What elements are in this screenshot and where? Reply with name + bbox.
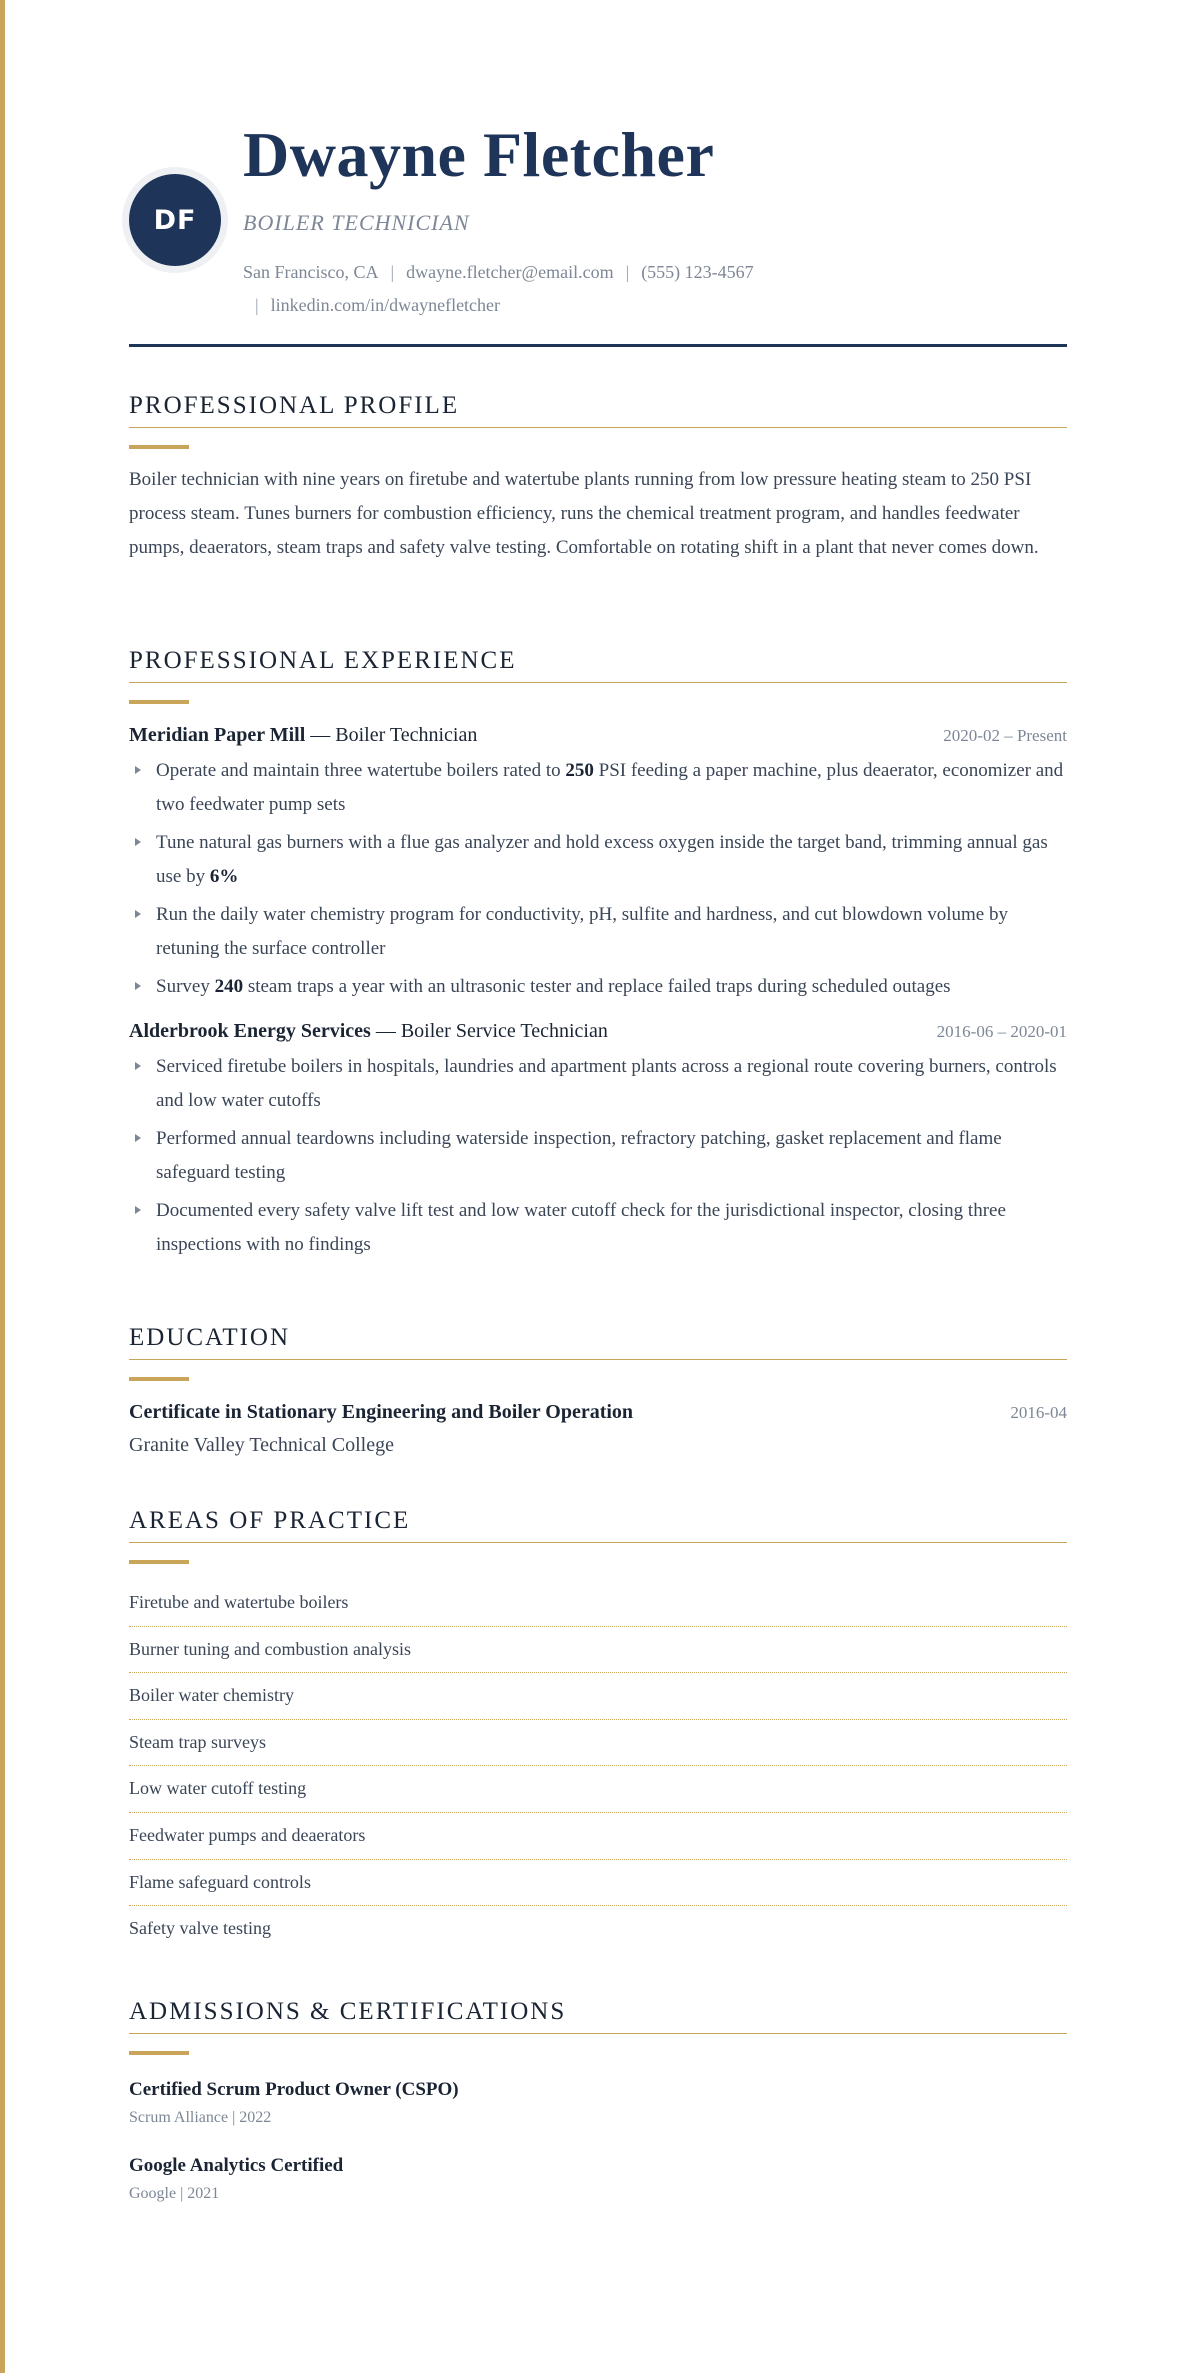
contact-separator: | — [390, 262, 395, 282]
section-title: PROFESSIONAL EXPERIENCE — [129, 647, 517, 674]
job-bullet: Survey 240 steam traps a year with an ultrasonic tester and replace failed traps during scheduled outages — [129, 970, 1067, 1004]
job-bullets — [129, 1050, 1067, 1262]
practice-item: Flame safeguard controls — [129, 1860, 1067, 1907]
contact-phone[interactable]: (555) 123-4567 — [641, 262, 754, 282]
header-divider — [129, 344, 1067, 347]
job-header — [129, 1014, 1067, 1048]
section-title: ADMISSIONS & CERTIFICATIONS — [129, 1998, 567, 2025]
education-date: 2016-04 — [1010, 1403, 1067, 1422]
section-education — [129, 1317, 1067, 1461]
cert-name: Google Analytics Certified — [129, 2155, 344, 2176]
job-bullet: Run the daily water chemistry program for conductivity, pH, sulfite and hardness, and cut blowdown volume by retuning the surface controller — [129, 898, 1067, 966]
cert-list — [129, 2075, 1067, 2207]
contact-separator: | — [625, 262, 630, 282]
job-dates: 2016-06 – 2020-01 — [936, 1022, 1067, 1041]
section-experience — [129, 640, 1067, 1266]
contact-email[interactable]: dwayne.fletcher@email.com — [406, 262, 614, 282]
section-title: PROFESSIONAL PROFILE — [129, 392, 460, 419]
section-divider — [129, 1542, 1067, 1543]
education-school: Granite Valley Technical College — [129, 1434, 394, 1456]
candidate-name: Dwayne Fletcher — [243, 119, 715, 190]
education-header — [129, 1395, 1067, 1429]
job-bullet: Tune natural gas burners with a flue gas analyzer and hold excess oxygen inside the target band, trimming annual gas use by 6% — [129, 826, 1067, 894]
cert-meta: Scrum Alliance | 2022 — [129, 2109, 272, 2126]
practice-item: Steam trap surveys — [129, 1720, 1067, 1767]
practice-item: Safety valve testing — [129, 1918, 271, 1939]
job-bullet: Serviced firetube boilers in hospitals, laundries and apartment plants across a regional route covering burners, controls and low water cutoffs — [129, 1050, 1067, 1118]
job-entry — [129, 1014, 1067, 1262]
section-divider — [129, 2033, 1067, 2034]
contact-location: San Francisco, CA — [243, 262, 379, 282]
education-degree: Certificate in Stationary Engineering and Boiler Operation — [129, 1401, 634, 1423]
contact-line-1 — [243, 262, 754, 283]
practice-item: Low water cutoff testing — [129, 1766, 1067, 1813]
job-bullet: Documented every safety valve lift test and low water cutoff check for the jurisdictional inspector, closing three inspections with no findings — [129, 1194, 1067, 1262]
section-divider — [129, 427, 1067, 428]
resume-page — [129, 0, 1067, 2202]
job-dates: 2020-02 – Present — [943, 726, 1067, 745]
job-entry — [129, 718, 1067, 1004]
candidate-role: BOILER TECHNICIAN — [243, 210, 470, 235]
practice-item: Firetube and watertube boilers — [129, 1580, 1067, 1627]
practice-item: Feedwater pumps and deaerators — [129, 1813, 1067, 1860]
cert-name: Certified Scrum Product Owner (CSPO) — [129, 2079, 459, 2100]
section-practice — [129, 1500, 1067, 1953]
job-bullets — [129, 754, 1067, 1004]
section-title: AREAS OF PRACTICE — [129, 1507, 411, 1534]
section-accent — [129, 445, 189, 449]
left-accent-bar — [0, 0, 5, 2373]
resume-header — [129, 0, 1067, 348]
job-bullet: Performed annual teardowns including waterside inspection, refractory patching, gasket replacement and flame safeguard testing — [129, 1122, 1067, 1190]
practice-item: Boiler water chemistry — [129, 1673, 1067, 1720]
section-accent — [129, 1377, 189, 1381]
section-divider — [129, 1359, 1067, 1360]
practice-item: Burner tuning and combustion analysis — [129, 1627, 1067, 1674]
section-profile — [129, 385, 1067, 565]
job-position: — Boiler Service Technician — [370, 1020, 608, 1042]
section-accent — [129, 2051, 189, 2055]
contact-separator: | — [255, 295, 259, 315]
section-title: EDUCATION — [129, 1324, 291, 1351]
profile-summary: Boiler technician with nine years on firetube and watertube plants running from low pressure heating steam to 250 PSI process steam. Tunes burners for combustion efficiency, runs the chemical treatment program, and handles feedwater pumps, deaerators, steam traps and safety valve testing. Comfortable on rotating shift in a plant that never comes down. — [129, 469, 1039, 558]
practice-list — [129, 1580, 1067, 1953]
section-accent — [129, 1560, 189, 1564]
section-certifications — [129, 1991, 1067, 2227]
contact-line-2 — [243, 295, 500, 316]
job-position: — Boiler Technician — [305, 724, 478, 746]
job-bullet: Operate and maintain three watertube boilers rated to 250 PSI feeding a paper machine, plus deaerator, economizer and two feedwater pump sets — [129, 754, 1067, 822]
section-divider — [129, 682, 1067, 683]
job-company: Alderbrook Energy Services — [129, 1020, 371, 1042]
job-header — [129, 718, 1067, 752]
cert-meta: Google | 2021 — [129, 2185, 220, 2202]
job-company: Meridian Paper Mill — [129, 724, 306, 746]
section-accent — [129, 700, 189, 704]
avatar: DF — [129, 174, 221, 266]
contact-linkedin[interactable]: linkedin.com/in/dwaynefletcher — [270, 295, 501, 315]
